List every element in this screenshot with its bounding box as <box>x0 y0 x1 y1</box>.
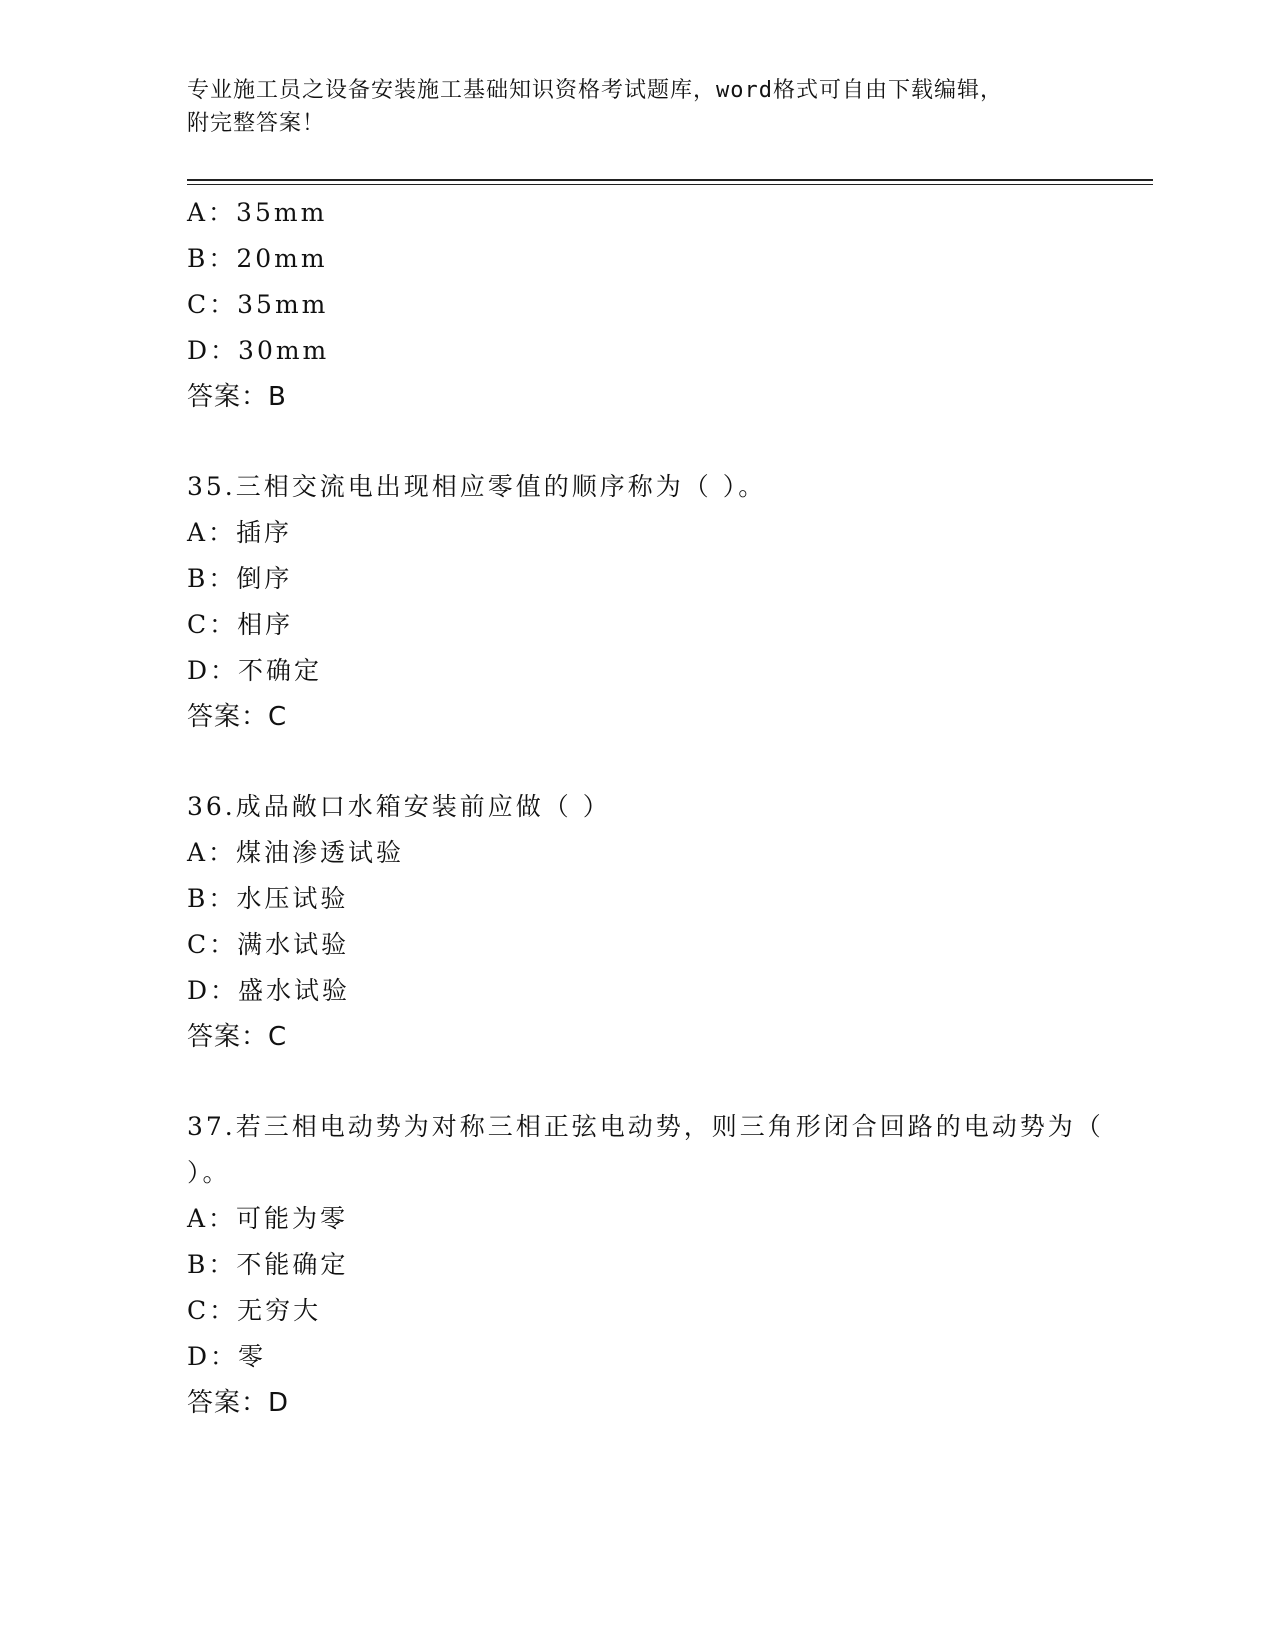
question-text: 36.成品敞口水箱安装前应做（ ） <box>187 792 611 821</box>
option-b: B：不能确定 <box>187 1250 349 1279</box>
header-title-line-2: 附完整答案！ <box>187 111 326 136</box>
option-d: D：不确定 <box>187 656 323 685</box>
option-a: A：35mm <box>187 198 328 227</box>
answer-line: 答案：D <box>187 1388 290 1418</box>
header-divider-thick <box>187 179 1153 181</box>
option-c: C：满水试验 <box>187 930 350 959</box>
question-block <box>187 784 1117 1060</box>
header-divider-thin <box>187 184 1153 185</box>
answer-line: 答案：C <box>187 1022 288 1052</box>
header-title-line-1: 专业施工员之设备安装施工基础知识资格考试题库，word格式可自由下载编辑， <box>187 78 1003 103</box>
question-block <box>187 190 1117 420</box>
option-c: C：35mm <box>187 290 329 319</box>
option-a: A：煤油渗透试验 <box>187 838 405 867</box>
answer-line: 答案：B <box>187 382 287 412</box>
question-text: 37.若三相电动势为对称三相正弦电动势，则三角形闭合回路的电动势为（ ）。 <box>187 1112 1104 1187</box>
option-d: D：30mm <box>187 336 330 365</box>
option-d: D：零 <box>187 1342 267 1371</box>
option-b: B：水压试验 <box>187 884 349 913</box>
option-c: C：相序 <box>187 610 294 639</box>
option-a: A：可能为零 <box>187 1204 349 1233</box>
option-a: A：插序 <box>187 518 293 547</box>
option-d: D：盛水试验 <box>187 976 351 1005</box>
document-header <box>187 74 1087 140</box>
question-text: 35.三相交流电出现相应零值的顺序称为（ ）。 <box>187 472 767 501</box>
option-c: C：无穷大 <box>187 1296 322 1325</box>
answer-line: 答案：C <box>187 702 288 732</box>
question-block <box>187 1104 1117 1426</box>
question-block <box>187 464 1117 740</box>
option-b: B：倒序 <box>187 564 293 593</box>
question-list <box>187 190 1117 1470</box>
option-b: B：20mm <box>187 244 328 273</box>
